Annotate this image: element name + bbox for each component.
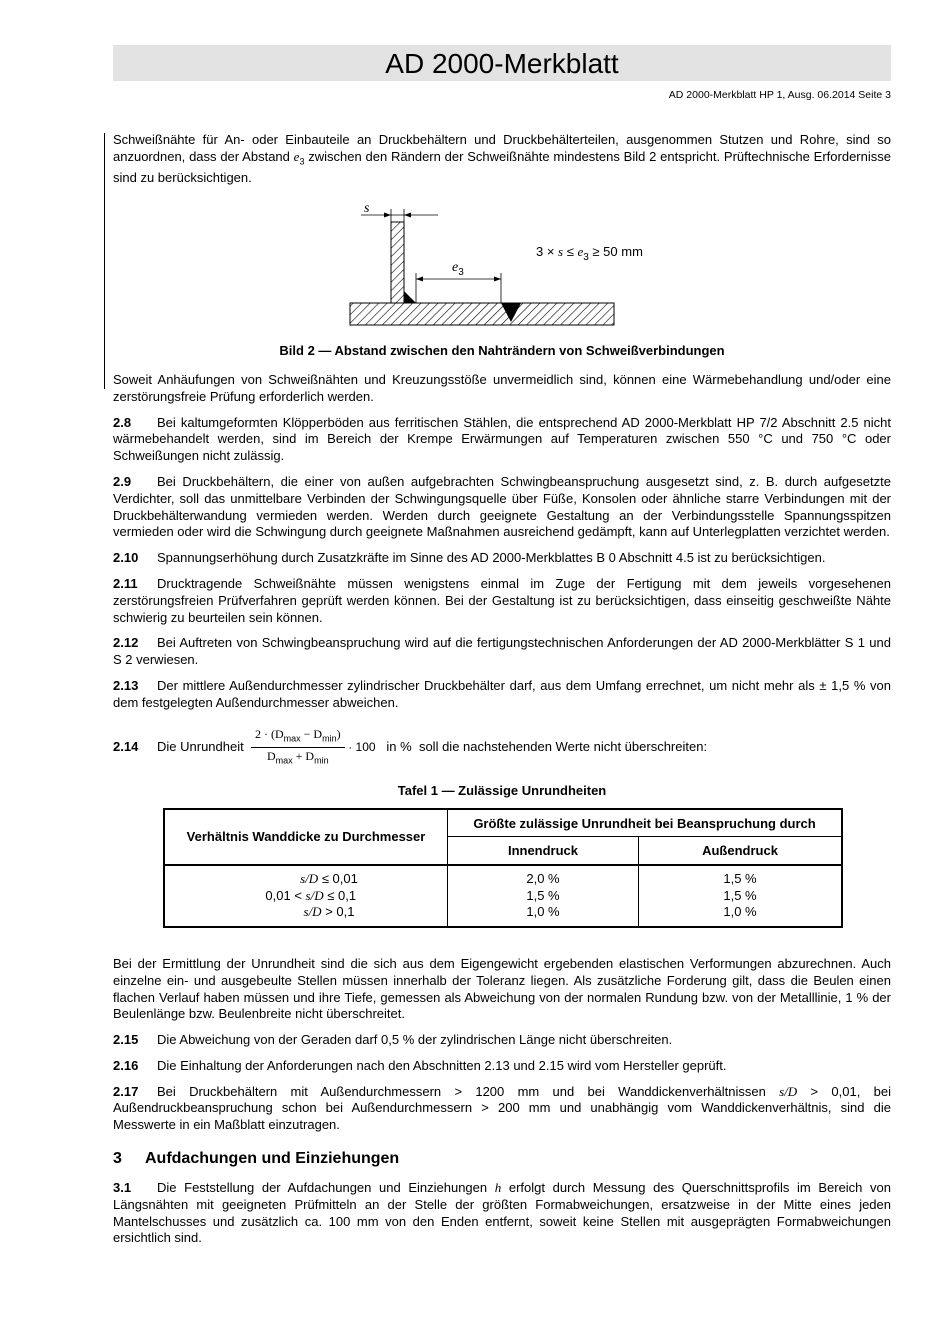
outer-values: 1,5 % 1,5 % 1,0 %	[639, 865, 843, 927]
figure-weld-distance	[113, 195, 891, 338]
out-of-roundness-table	[163, 808, 843, 928]
section-2-14: 2.14 Die Unrundheit $\frac{2 \cdot (D_{max} - D_{min})}{D_{max} + D_{min}}$ · 100 in % soll die nachstehenden Werte nicht überschreiten:	[113, 726, 891, 769]
header-outer: Außendruck	[639, 837, 843, 865]
page-title: AD 2000-Merkblatt	[113, 45, 891, 81]
section-3-1: 3.1 Die Feststellung der Aufdachungen und Einziehungen h erfolgt durch Messung des Querschnittsprofils im Bereich von Längsnähten mit geeigneten Prüfmitteln an der Stelle der größten Formabweichungen, ersatzweise in der Mitte eines jeden Mantelschusses und zusätzlich ca. 100 mm von den Enden entfernt, soweit keine Stellen mit ausgeprägten Formabweichungen ersichtlich sind.	[113, 1180, 891, 1246]
section-2-17: 2.17 Bei Druckbehältern mit Außendurchmessern > 1200 mm und bei Wanddickenverhältnissen s/D > 0,01, bei Außendruckbeanspruchung schon bei Außendurchmessern > 200 mm und unabhängig vom Wanddickenverhältnis, sind die Messwerte in ein Maßblatt einzutragen.	[113, 1083, 891, 1133]
page-content	[113, 132, 891, 1247]
change-bar	[104, 133, 105, 389]
table-caption: Tafel 1 — Zulässige Unrundheiten	[397, 782, 607, 798]
section-3-heading: 3 Aufdachungen und Einziehungen	[113, 1150, 400, 1168]
paragraph-accumulation: Soweit Anhäufungen von Schweißnähten und Kreuzungsstöße unvermeidlich sind, können eine Wärmebehandlung und/oder eine zerstörungsfreie Prüfung erforderlich werden.	[113, 371, 891, 404]
section-2-13: 2.13 Der mittlere Außendurchmesser zylindrischer Druckbehälter darf, aus dem Umfang errechnet, um nicht mehr als ± 1,5 % von dem festgelegten Außendurchmesser abweichen.	[113, 677, 891, 710]
label-s: s	[364, 200, 370, 216]
section-2-15: 2.15 Die Abweichung von der Geraden darf 0,5 % der zylindrischen Länge nicht überschreiten.	[113, 1032, 673, 1048]
label-e3: $e_3$	[452, 259, 464, 278]
ratio-cell: s/D ≤ 0,01 0,01 < s/D ≤ 0,1 s/D > 0,1	[164, 865, 448, 927]
document-reference: AD 2000-Merkblatt HP 1, Ausg. 06.2014 Seite 3	[668, 89, 891, 101]
inner-values: 2,0 % 1,5 % 1,0 %	[448, 865, 639, 927]
section-2-11: 2.11 Drucktragende Schweißnähte müssen wenigstens einmal im Zuge der Fertigung mit dem jeweils vorgesehenen zerstörungsfreien Prüfverfahren geprüft werden können. Bei der Gestaltung ist zu berücksichtigen, dass einseitig geschweißte Nähte schwierig zu beurteilen sein können.	[113, 575, 891, 625]
section-2-8: 2.8 Bei kaltumgeformten Klöpperböden aus ferritischen Stählen, die entsprechend AD 2000-Merkblatt HP 7/2 Abschnitt 2.5 nicht wärmebehandelt werden, sind im Bereich der Krempe Erwärmungen auf Temperaturen zwischen 550 °C und 750 °C oder Schweißungen nicht zulässig.	[113, 414, 891, 464]
distance-formula: $3 \times s \le e_3 \ge 50$ mm	[536, 243, 643, 263]
header-inner: Innendruck	[448, 837, 639, 865]
section-2-9: 2.9 Bei Druckbehältern, die einer von außen aufgebrachten Schwingbeanspruchung ausgesetzt sind, z. B. durch aufgesetzte Verdichter, soll das unmittelbare Verbinden der Schwingungsquelle über Füße, Konsolen oder ähnliche starre Verbindungen mit der Druckbehälterwandung vermieden werden. Werden durch geeignete Gestaltung an der Verbindungsstelle Spannungsspitzen vermieden oder wird die Schwingung durch geeignete Maßnahmen ausreichend gedämpft, kann auf Unterlegplatten verzichtet werden.	[113, 473, 891, 540]
out-of-roundness-formula: $\frac{2 \cdot (D_{max} - D_{min})}{D_{max} + D_{min}}$	[251, 726, 345, 769]
weld-distance-diagram	[113, 195, 891, 338]
section-2-12: 2.12 Bei Auftreten von Schwingbeanspruchung wird auf die fertigungstechnischen Anforderungen der AD 2000-Merkblätter S 1 und S 2 verwiesen.	[113, 635, 891, 668]
intro-paragraph: Schweißnähte für An- oder Einbauteile an Druckbehältern und Druckbehälterteilen, ausgenommen Stutzen und Rohre, sind so anzuordnen, dass der Abstand $e_3$ zwischen den Rändern der Schweißnähte mindestens Bild 2 entspricht. Prüftechnische Erfordernisse sind zu berücksichtigen.	[113, 132, 891, 186]
section-2-16: 2.16 Die Einhaltung der Anforderungen nach den Abschnitten 2.13 und 2.15 wird vom Hersteller geprüft.	[113, 1057, 727, 1073]
paragraph-out-of-roundness: Bei der Ermittlung der Unrundheit sind die sich aus dem Eigengewicht ergebenden elastischen Verformungen abzurechnen. Auch einzelne ein- und ausgebeulte Stellen müssen innerhalb der Toleranz liegen. Als zusätzliche Forderung gilt, dass die Beulen einen flachen Verlauf haben müssen und ihre Tiefe, gemessen als Abweichung von der normalen Rundung bzw. von der Metalllinie, 1 % der Beulenlänge bzw. Beulenbreite nicht überschreitet.	[113, 955, 891, 1022]
header-group: Größte zulässige Unrundheit bei Beanspruchung durch	[448, 809, 843, 837]
figure-caption: Bild 2 — Abstand zwischen den Nahträndern von Schweißverbindungen	[279, 342, 725, 358]
section-2-10: 2.10 Spannungserhöhung durch Zusatzkräfte im Sinne des AD 2000-Merkblattes B 0 Abschnitt 4.5 ist zu berücksichtigen.	[113, 550, 826, 566]
header-ratio: Verhältnis Wanddicke zu Durchmesser	[164, 809, 448, 865]
